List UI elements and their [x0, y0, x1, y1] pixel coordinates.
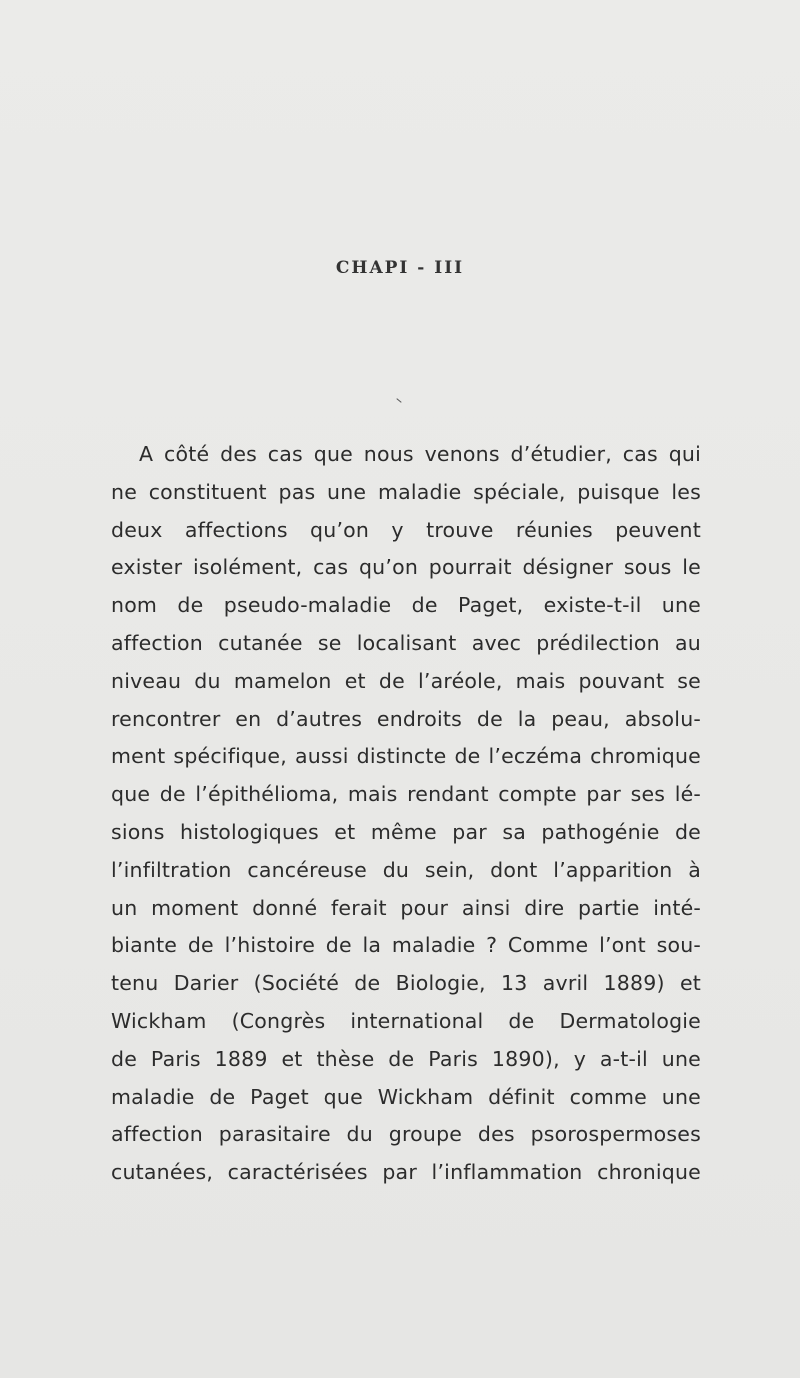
text-line: tenu Darier (Société de Biologie, 13 avril 1889) et	[111, 971, 701, 996]
text-line: que de l’épithélioma, mais rendant compte par ses lé-	[111, 782, 701, 807]
body-paragraph	[111, 436, 701, 1192]
text-line: niveau du mamelon et de l’aréole, mais pouvant se	[111, 668, 701, 693]
ink-mark	[396, 398, 401, 403]
text-line: deux affections qu’on y trouve réunies peuvent	[111, 517, 701, 542]
text-line: de Paris 1889 et thèse de Paris 1890), y a-t-il une	[111, 1046, 701, 1071]
text-line: nom de pseudo-maladie de Paget, existe-t-il une	[111, 593, 701, 618]
text-line: affection parasitaire du groupe des psorospermoses	[111, 1122, 701, 1147]
text-line: ment spécifique, aussi distincte de l’eczéma chromique	[111, 744, 701, 769]
chapter-heading: CHAPI - III	[335, 258, 465, 278]
text-line: un moment donné ferait pour ainsi dire partie inté-	[111, 895, 701, 920]
text-line: maladie de Paget que Wickham définit comme une	[111, 1084, 701, 1109]
text-line: sions histologiques et même par sa pathogénie de	[111, 819, 701, 844]
text-line: l’infiltration cancéreuse du sein, dont l’apparition à	[111, 857, 701, 882]
text-line: affection cutanée se localisant avec prédilection au	[111, 630, 701, 655]
text-line: ne constituent pas une maladie spéciale, puisque les	[111, 479, 701, 504]
text-line: Wickham (Congrès international de Dermatologie	[111, 1008, 701, 1033]
text-line: rencontrer en d’autres endroits de la peau, absolu-	[111, 706, 701, 731]
text-line: exister isolément, cas qu’on pourrait désigner sous le	[111, 555, 701, 580]
text-line: A côté des cas que nous venons d’étudier, cas qui	[139, 442, 701, 466]
text-line: cutanées, caractérisées par l’inflammation chronique	[111, 1160, 701, 1185]
text-line: biante de l’histoire de la maladie ? Comme l’ont sou-	[111, 933, 701, 958]
